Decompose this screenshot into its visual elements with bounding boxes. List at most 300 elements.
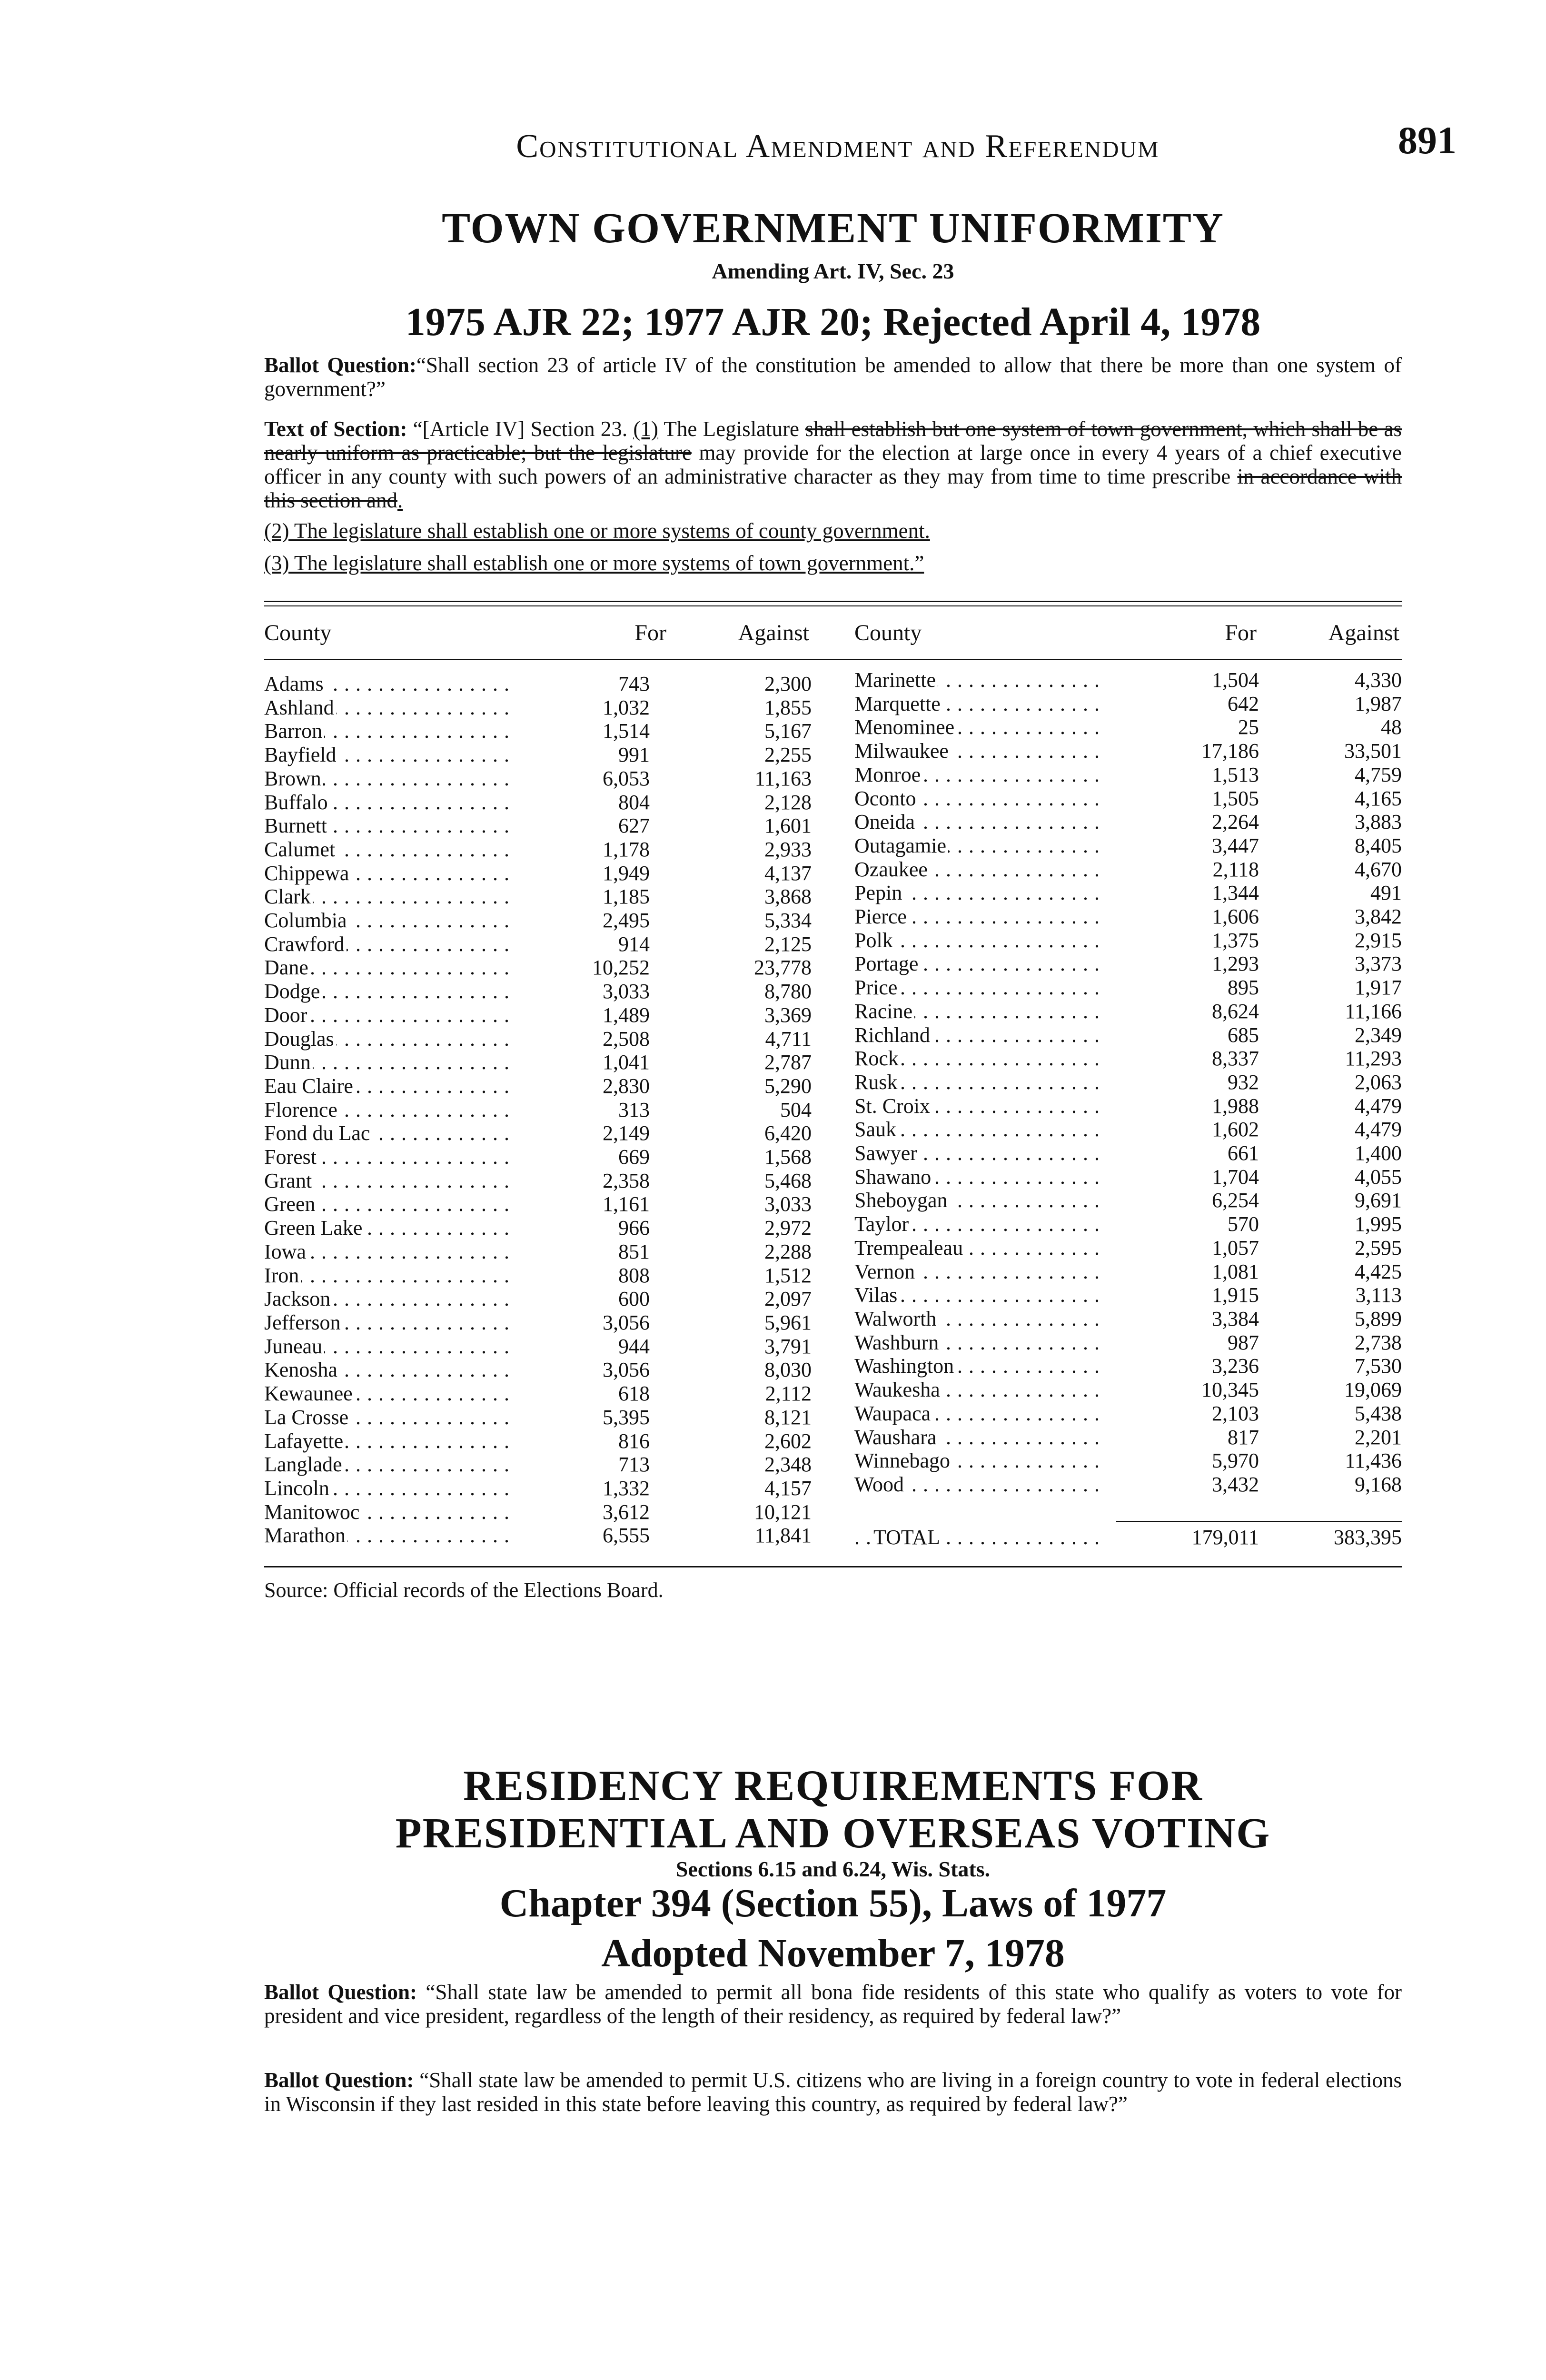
ballot-text: “Shall state law be amended to permit all bona fide residents of this state who qualify as voters to vote for president and vice president, regardless of the length of their residency, as required by federal law?” <box>264 1980 1402 2028</box>
against-votes: 9,691 <box>1355 1189 1402 1212</box>
county-name: Iowa . . . <box>264 1240 516 1264</box>
county-name: Walworth . . . <box>854 1307 1107 1331</box>
county-name: Richland . . . <box>854 1023 1107 1047</box>
against-votes: 3,113 <box>1355 1283 1402 1307</box>
for-votes: 313 <box>618 1098 650 1121</box>
against-votes: 2,602 <box>764 1429 812 1453</box>
county-name: Ozaukee . . . <box>854 858 1107 882</box>
table-row <box>854 1307 1402 1331</box>
for-votes: 1,344 <box>1212 881 1259 905</box>
against-votes: 19,069 <box>1344 1378 1402 1402</box>
left-county-table <box>264 672 812 1547</box>
county-name: Taylor . . . <box>854 1212 1107 1236</box>
section1-title: TOWN GOVERNMENT UNIFORMITY <box>442 205 1224 252</box>
for-votes: 1,041 <box>603 1051 650 1074</box>
section1-text-p2 <box>264 519 1402 543</box>
table-row <box>854 810 1402 834</box>
against-votes: 3,842 <box>1355 905 1402 929</box>
table-row <box>854 1165 1402 1189</box>
text-inserted-number: (1) <box>633 417 658 441</box>
county-name: Oconto . . . <box>854 787 1107 811</box>
against-votes: 4,479 <box>1355 1094 1402 1118</box>
table-row <box>264 1453 812 1477</box>
table-row <box>264 885 812 909</box>
section2-title-line2: PRESIDENTIAL AND OVERSEAS VOTING <box>395 1810 1271 1857</box>
against-votes: 48 <box>1381 715 1402 739</box>
table-row <box>264 1335 812 1359</box>
against-votes: 2,933 <box>764 837 812 861</box>
for-votes: 25 <box>1238 715 1259 739</box>
table-row <box>854 834 1402 858</box>
ballot-text: “Shall section 23 of article IV of the constitution be amended to allow that there be more than one system of government?” <box>264 353 1402 401</box>
for-votes: 661 <box>1228 1141 1259 1165</box>
table-row <box>854 787 1402 811</box>
for-votes: 2,118 <box>1212 857 1259 881</box>
against-votes: 491 <box>1370 881 1402 905</box>
county-name: Jefferson . . . <box>264 1311 516 1335</box>
county-name: Outagamie . . . <box>854 834 1107 858</box>
section2-heading-line2: Adopted November 7, 1978 <box>601 1931 1065 1975</box>
table-row <box>264 791 812 814</box>
table-row <box>854 1000 1402 1023</box>
table-row <box>264 1406 812 1429</box>
county-name: Bayfield . . . <box>264 743 516 767</box>
for-votes: 2,149 <box>603 1121 650 1145</box>
table-row <box>264 1003 812 1027</box>
for-votes: 1,032 <box>603 695 650 719</box>
county-name: Juneau . . . <box>264 1335 516 1359</box>
against-votes: 2,348 <box>764 1453 812 1477</box>
for-votes: 1,514 <box>603 719 650 743</box>
for-votes: 3,056 <box>603 1310 650 1334</box>
for-votes: 8,337 <box>1212 1047 1259 1071</box>
county-name: Rusk . . . <box>854 1071 1107 1094</box>
text-part: may provide for the election at large once in every 4 years of a chief executive officer in any county with such powers of an administrative character as they may from time to time prescribe <box>264 441 1402 488</box>
against-votes: 5,468 <box>764 1169 812 1192</box>
for-votes: 5,395 <box>603 1405 650 1429</box>
county-name: Burnett . . . <box>264 814 516 838</box>
table-row <box>854 692 1402 716</box>
section1-ballot-question <box>264 353 1402 401</box>
against-votes: 6,420 <box>764 1121 812 1145</box>
against-votes: 2,595 <box>1355 1236 1402 1259</box>
county-name: Washburn . . . <box>854 1331 1107 1355</box>
for-votes: 8,624 <box>1212 999 1259 1023</box>
county-name: Ashland . . . <box>264 696 516 720</box>
against-votes: 5,290 <box>764 1074 812 1098</box>
against-votes: 2,125 <box>764 932 812 956</box>
county-name: Brown . . . <box>264 767 516 791</box>
county-name: Dunn . . . <box>264 1051 516 1074</box>
table-row <box>854 1354 1402 1378</box>
total-rule <box>1116 1521 1402 1522</box>
running-head: Constitutional Amendment and Referendum <box>516 128 1160 165</box>
for-votes: 6,254 <box>1212 1189 1259 1212</box>
for-votes: 2,264 <box>1212 810 1259 834</box>
for-votes: 669 <box>618 1145 650 1169</box>
county-name: Washington . . . <box>854 1354 1107 1378</box>
against-votes: 1,855 <box>764 695 812 719</box>
against-votes: 2,288 <box>764 1240 812 1263</box>
for-votes: 5,970 <box>1212 1449 1259 1473</box>
section1-text-of-section <box>264 417 1402 512</box>
county-name: Kewaunee . . . <box>264 1382 516 1406</box>
county-name: Door . . . <box>264 1003 516 1027</box>
table-row <box>264 1027 812 1051</box>
table-row <box>264 1145 812 1169</box>
against-votes: 5,334 <box>764 909 812 932</box>
against-votes: 1,512 <box>764 1263 812 1287</box>
for-votes: 1,185 <box>603 885 650 909</box>
for-votes: 1,332 <box>603 1476 650 1500</box>
table-row <box>854 976 1402 1000</box>
for-votes: 600 <box>618 1287 650 1311</box>
for-votes: 1,504 <box>1212 668 1259 692</box>
for-votes: 932 <box>1228 1070 1259 1094</box>
county-name: Lafayette . . . <box>264 1429 516 1453</box>
table-row <box>854 1118 1402 1141</box>
table-row <box>264 1192 812 1216</box>
for-votes: 3,033 <box>603 980 650 1003</box>
county-name: Menominee . . . <box>854 715 1107 739</box>
against-votes: 2,128 <box>764 790 812 814</box>
county-name: St. Croix . . . <box>854 1094 1107 1118</box>
county-name: Marathon . . . <box>264 1524 516 1547</box>
county-name: Green Lake . . . <box>264 1216 516 1240</box>
for-votes: 2,508 <box>603 1027 650 1051</box>
county-name: Pepin . . . <box>854 881 1107 905</box>
table-row <box>854 881 1402 905</box>
against-votes: 5,899 <box>1355 1307 1402 1330</box>
for-votes: 743 <box>618 672 650 695</box>
against-votes: 2,097 <box>764 1287 812 1311</box>
table-row <box>854 1402 1402 1426</box>
table-row <box>264 1287 812 1311</box>
county-name: Marquette . . . <box>854 692 1107 716</box>
for-votes: 2,103 <box>1212 1401 1259 1425</box>
against-votes: 9,168 <box>1355 1472 1402 1496</box>
against-votes: 4,759 <box>1355 763 1402 786</box>
for-votes: 1,375 <box>1212 928 1259 952</box>
against-votes: 2,787 <box>764 1051 812 1074</box>
for-votes: 2,358 <box>603 1169 650 1192</box>
against-votes: 5,167 <box>764 719 812 743</box>
against-votes: 4,479 <box>1355 1118 1402 1141</box>
against-votes: 2,349 <box>1355 1023 1402 1047</box>
table-row <box>854 1473 1402 1497</box>
table-row <box>264 1121 812 1145</box>
for-votes: 1,057 <box>1212 1236 1259 1259</box>
table-row <box>264 1429 812 1453</box>
county-name: Shawano . . . <box>854 1165 1107 1189</box>
table-row <box>854 1071 1402 1094</box>
text-part: “[Article IV] Section 23. <box>407 417 634 441</box>
county-name: Waukesha . . . <box>854 1378 1107 1402</box>
for-votes: 987 <box>1228 1330 1259 1354</box>
county-name: Florence . . . <box>264 1098 516 1122</box>
for-votes: 17,186 <box>1201 739 1259 763</box>
ballot-label: Ballot Question: <box>264 1980 417 2004</box>
table-row <box>854 1331 1402 1355</box>
text-label: Text of Section: <box>264 417 407 441</box>
table-row <box>854 1236 1402 1260</box>
table-row <box>854 858 1402 882</box>
table-row <box>264 1311 812 1335</box>
table-row <box>264 719 812 743</box>
table-top-rule <box>264 601 1402 602</box>
county-name: Sauk . . . <box>854 1118 1107 1141</box>
for-votes: 804 <box>618 790 650 814</box>
county-name: Pierce . . . <box>854 905 1107 929</box>
against-votes: 2,972 <box>764 1216 812 1240</box>
text-struck: in accordance with this section and <box>264 465 1402 512</box>
against-votes: 5,438 <box>1355 1401 1402 1425</box>
against-votes: 3,791 <box>764 1334 812 1358</box>
against-votes: 4,670 <box>1355 857 1402 881</box>
county-name: Chippewa . . . <box>264 862 516 885</box>
county-name: Milwaukee . . . <box>854 739 1107 763</box>
header-against-left: Against <box>738 620 809 645</box>
header-for-left: For <box>634 620 666 645</box>
county-name: Trempealeau . . . <box>854 1236 1107 1260</box>
against-votes: 11,293 <box>1345 1047 1402 1071</box>
header-against-right: Against <box>1328 620 1399 645</box>
table-row <box>854 1449 1402 1473</box>
county-name: Crawford . . . <box>264 932 516 956</box>
table-row <box>264 1264 812 1288</box>
for-votes: 3,612 <box>603 1500 650 1524</box>
county-name: Eau Claire . . . <box>264 1074 516 1098</box>
against-votes: 7,530 <box>1355 1354 1402 1378</box>
for-votes: 3,432 <box>1212 1472 1259 1496</box>
against-votes: 4,711 <box>765 1027 812 1051</box>
against-votes: 3,369 <box>764 1003 812 1027</box>
for-votes: 642 <box>1228 692 1259 715</box>
county-name: La Crosse . . . <box>264 1406 516 1429</box>
against-votes: 3,883 <box>1355 810 1402 834</box>
section2-ballot-question-2 <box>264 2068 1402 2116</box>
for-votes: 914 <box>618 932 650 956</box>
section1-subtitle: Amending Art. IV, Sec. 23 <box>712 259 954 283</box>
against-votes: 2,112 <box>765 1382 812 1406</box>
county-name: Grant . . . <box>264 1169 516 1193</box>
against-votes: 4,165 <box>1355 786 1402 810</box>
table-row <box>854 929 1402 952</box>
for-votes: 10,345 <box>1201 1378 1259 1402</box>
county-name: Marinette . . . <box>854 668 1107 692</box>
county-name: Winnebago . . . <box>854 1449 1107 1473</box>
against-votes: 3,868 <box>764 885 812 909</box>
text-part: The Legislature <box>658 417 805 441</box>
table-row <box>264 1216 812 1240</box>
table-row <box>264 672 812 696</box>
section1-text-p3 <box>264 551 1402 575</box>
header-county-left: County <box>264 620 332 645</box>
county-name: Oneida . . . <box>854 810 1107 834</box>
county-name: Polk . . . <box>854 929 1107 952</box>
county-name: Buffalo . . . <box>264 791 516 814</box>
county-name: Sheboygan . . . <box>854 1189 1107 1212</box>
table-row <box>854 668 1402 692</box>
county-name: Clark . . . <box>264 885 516 909</box>
against-votes: 4,137 <box>764 861 812 885</box>
county-name: Lincoln . . . <box>264 1477 516 1500</box>
table-row <box>264 696 812 720</box>
for-votes: 627 <box>618 814 650 838</box>
county-name: Sawyer . . . <box>854 1141 1107 1165</box>
county-name: Langlade . . . <box>264 1453 516 1477</box>
against-votes: 3,033 <box>764 1192 812 1216</box>
table-row <box>264 1051 812 1074</box>
county-name: Price . . . <box>854 976 1107 1000</box>
county-name: Jackson . . . <box>264 1287 516 1311</box>
table-header-rule <box>264 659 1402 660</box>
county-name: Green . . . <box>264 1192 516 1216</box>
table-row <box>264 743 812 767</box>
against-votes: 1,917 <box>1355 976 1402 1000</box>
county-name: Iron . . . <box>264 1264 516 1288</box>
for-votes: 991 <box>618 743 650 767</box>
section2-subtitle: Sections 6.15 and 6.24, Wis. Stats. <box>675 1857 991 1881</box>
against-votes: 4,425 <box>1355 1259 1402 1283</box>
for-votes: 817 <box>1228 1425 1259 1449</box>
table-row <box>854 952 1402 976</box>
table-row <box>264 1240 812 1264</box>
section2-ballot-question-1 <box>264 1980 1402 2028</box>
table-row <box>264 1382 812 1406</box>
text-inserted: (3) The legislature shall establish one or more systems of town government.” <box>264 551 924 575</box>
total-row <box>854 1526 1402 1549</box>
county-name: Rock . . . <box>854 1047 1107 1071</box>
table-row <box>264 980 812 1003</box>
against-votes: 11,841 <box>754 1524 812 1547</box>
against-votes: 23,778 <box>754 956 812 980</box>
table-row <box>854 1047 1402 1071</box>
table-row <box>264 1358 812 1382</box>
against-votes: 4,157 <box>764 1476 812 1500</box>
against-votes: 11,163 <box>754 766 812 790</box>
for-votes: 895 <box>1228 976 1259 1000</box>
table-row <box>854 1283 1402 1307</box>
against-votes: 4,055 <box>1355 1165 1402 1189</box>
ballot-text: “Shall state law be amended to permit U.S. citizens who are living in a foreign country to vote in federal elections in Wisconsin if they last resided in this state before leaving this country, as required by federal law?” <box>264 2068 1402 2116</box>
county-name: Portage . . . <box>854 952 1107 976</box>
header-county-right: County <box>854 620 922 645</box>
table-row <box>854 1426 1402 1449</box>
table-row <box>264 862 812 885</box>
table-row <box>854 715 1402 739</box>
table-row <box>854 905 1402 929</box>
table-row <box>854 1189 1402 1212</box>
for-votes: 6,053 <box>603 766 650 790</box>
county-name: Wood . . . <box>854 1473 1107 1497</box>
table-row <box>264 1477 812 1500</box>
against-votes: 1,995 <box>1355 1212 1402 1236</box>
table-row <box>264 909 812 932</box>
against-votes: 8,780 <box>764 980 812 1003</box>
for-votes: 1,949 <box>603 861 650 885</box>
table-row <box>264 1074 812 1098</box>
for-votes: 1,602 <box>1212 1118 1259 1141</box>
for-votes: 1,081 <box>1212 1259 1259 1283</box>
against-votes: 8,030 <box>764 1358 812 1382</box>
county-name: Vilas . . . <box>854 1283 1107 1307</box>
county-name: Fond du Lac . . . <box>264 1121 516 1145</box>
table-row <box>854 1212 1402 1236</box>
table-row <box>854 1023 1402 1047</box>
for-votes: 685 <box>1228 1023 1259 1047</box>
for-votes: 944 <box>618 1334 650 1358</box>
ballot-label: Ballot Question: <box>264 2068 414 2092</box>
table-row <box>854 1094 1402 1118</box>
county-name: Douglas . . . <box>264 1027 516 1051</box>
county-name: Calumet . . . <box>264 838 516 862</box>
against-votes: 2,300 <box>764 672 812 695</box>
text-inserted: (2) The legislature shall establish one or more systems of county government. <box>264 519 930 543</box>
for-votes: 966 <box>618 1216 650 1240</box>
section2-title-line1: RESIDENCY REQUIREMENTS FOR <box>463 1762 1203 1809</box>
total-label: TOTAL . . . <box>854 1526 1107 1549</box>
for-votes: 6,555 <box>603 1524 650 1547</box>
county-name: Waushara . . . <box>854 1426 1107 1449</box>
against-votes: 8,405 <box>1355 833 1402 857</box>
header-for-right: For <box>1225 620 1257 645</box>
county-name: Kenosha . . . <box>264 1358 516 1382</box>
county-name: Columbia . . . <box>264 909 516 932</box>
table-row <box>854 1378 1402 1402</box>
for-votes: 1,505 <box>1212 786 1259 810</box>
for-votes: 618 <box>618 1382 650 1406</box>
for-votes: 1,988 <box>1212 1094 1259 1118</box>
for-votes: 2,830 <box>603 1074 650 1098</box>
table-bottom-rule <box>264 1566 1402 1567</box>
against-votes: 504 <box>780 1098 812 1121</box>
county-name: Adams . . . <box>264 672 516 696</box>
for-votes: 3,056 <box>603 1358 650 1382</box>
for-votes: 570 <box>1228 1212 1259 1236</box>
table-row <box>264 814 812 838</box>
for-votes: 1,513 <box>1212 763 1259 786</box>
against-votes: 2,915 <box>1355 928 1402 952</box>
for-votes: 1,489 <box>603 1003 650 1027</box>
county-name: Barron . . . <box>264 719 516 743</box>
against-votes: 4,330 <box>1355 668 1402 692</box>
table-row <box>264 1524 812 1547</box>
against-votes: 8,121 <box>764 1405 812 1429</box>
against-votes: 1,987 <box>1355 692 1402 715</box>
table-row <box>854 763 1402 787</box>
for-votes: 3,384 <box>1212 1307 1259 1330</box>
section1-heading: 1975 AJR 22; 1977 AJR 20; Rejected April 4, 1978 <box>405 300 1261 344</box>
section2-heading-line1: Chapter 394 (Section 55), Laws of 1977 <box>499 1881 1167 1925</box>
against-votes: 1,400 <box>1355 1141 1402 1165</box>
county-name: Vernon . . . <box>854 1260 1107 1284</box>
county-name: Racine . . . <box>854 1000 1107 1023</box>
county-name: Manitowoc . . . <box>264 1500 516 1524</box>
against-votes: 5,961 <box>764 1310 812 1334</box>
against-votes: 2,063 <box>1355 1070 1402 1094</box>
table-row <box>264 838 812 862</box>
text-struck: shall establish but one system of town government, which shall be as nearly uniform as practicable; but the legislature <box>264 417 1402 465</box>
for-votes: 816 <box>618 1429 650 1453</box>
against-votes: 2,738 <box>1355 1330 1402 1354</box>
source-note: Source: Official records of the Elections Board. <box>264 1578 664 1602</box>
county-name: Monroe . . . <box>854 763 1107 787</box>
for-votes: 1,704 <box>1212 1165 1259 1189</box>
ballot-label: Ballot Question: <box>264 353 416 377</box>
table-row <box>264 767 812 791</box>
table-row <box>854 739 1402 763</box>
